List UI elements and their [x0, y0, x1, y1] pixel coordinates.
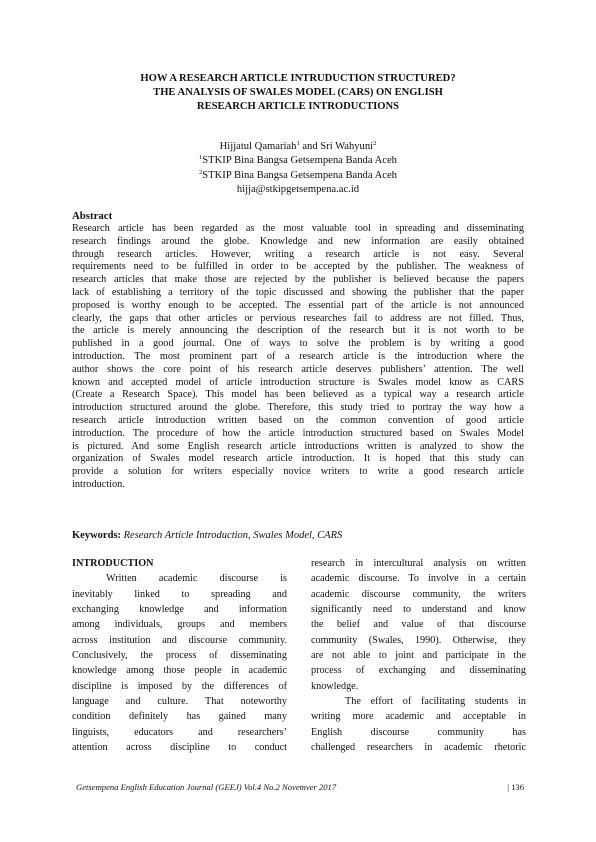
- author-email: hijja@stkipgetsempena.ac.id: [236, 184, 360, 196]
- footer-journal-name: Getsempena English Education Journal (GEEJ) Vol.4 No.2 Novemver 2017: [76, 782, 337, 792]
- footer-page-number: | 136: [507, 782, 524, 792]
- paragraph-last-line: knowledge.: [311, 680, 359, 692]
- body-line: discipline is imposed by the differences of: [72, 680, 287, 692]
- body-line: community (Swales, 1990). Otherwise, they: [311, 634, 526, 646]
- abstract-line: lack of establishing a territory of the topic discussed and showing the publisher that the paper: [72, 286, 524, 298]
- keywords-label: Keywords:: [72, 530, 121, 541]
- body-column-right: [311, 556, 526, 755]
- body-line: condition definitely has gained many: [72, 711, 287, 723]
- abstract-line: author shows the core point of his research article deserves publishers’ attention. The well: [72, 363, 524, 375]
- abstract-line: through research articles. However, writing a research article is not easy. Several: [72, 248, 524, 260]
- affiliation-1-text: STKIP Bina Bangsa Getsempena Banda Aceh: [202, 155, 397, 167]
- affiliation-2-sup: 2: [199, 168, 203, 176]
- abstract-line: published in a good journal. One of ways to solve the problem is by writing a good: [72, 338, 524, 350]
- author-1-sup: 1: [296, 140, 300, 147]
- keywords-value: Research Article Introduction, Swales Model, CARS: [121, 530, 343, 541]
- abstract-line: clearly, the gaps that other articles or pervious researches fail to address are not filled. Thus,: [72, 312, 524, 324]
- abstract-line: (Create a Research Space). This model has been believed as a typical way a research article: [72, 389, 524, 401]
- body-line: academic discourse. To involve in a certain: [311, 573, 526, 585]
- abstract-line: requirements need to be fulfilled in order to be accepted by the publisher. The weakness of: [72, 261, 524, 273]
- body-line: language and culture. That noteworthy: [72, 696, 287, 708]
- body-column-left: [72, 556, 287, 755]
- author-2-sup: 2: [373, 140, 377, 147]
- abstract-line: introduction. The most prominent part of a research article is the introduction where the: [72, 350, 524, 362]
- paper-title: [72, 72, 524, 115]
- affiliation-2: [72, 169, 524, 183]
- body-line: across institution and discourse community.: [72, 634, 287, 646]
- abstract-line: the article is merely announcing the description of the research but it is not worth to be: [72, 325, 524, 337]
- abstract-heading: Abstract: [72, 210, 113, 222]
- title-line-1: HOW A RESEARCH ARTICLE INTRUDUCTION STRUCTURED?: [140, 73, 456, 84]
- body-line: challenged researchers in academic rhetoric: [311, 742, 526, 754]
- body-line: writing more academic and acceptable in: [311, 711, 526, 723]
- abstract-line: provide a solution for writers especially novice writers to write a good research article: [72, 466, 524, 478]
- body-line: are not able to joint and participate in the: [311, 650, 526, 662]
- abstract-line: known and accepted model of article introduction structure is Swales model know as CARS: [72, 376, 524, 388]
- abstract-line: Research article has been regarded as the most valuable tool in spreading and disseminating: [72, 223, 524, 234]
- body-line: linguists, educators and researchers’: [72, 726, 287, 738]
- body-line: significantly need to understand and know: [311, 604, 526, 616]
- body-line: academic discourse community, the writers: [311, 588, 526, 600]
- abstract-line: research findings around the globe. Knowledge and new information are easily obtained: [72, 235, 524, 247]
- keywords: [72, 529, 342, 542]
- paragraph-first-line: Written academic discourse is: [106, 573, 287, 585]
- abstract-line: proposed is worthy enough to be accepted. The essential part of the article is not announced: [72, 299, 524, 311]
- author-1: Hijjatul Qamariah: [219, 141, 297, 152]
- body-line: exchanging knowledge and information: [72, 604, 287, 616]
- body-line: inevitably linked to spreading and: [72, 588, 287, 600]
- body-line: attention across discipline to conduct: [72, 742, 287, 754]
- abstract-line: introduction. The procedure of how the article introduction structured based on Swales Model: [72, 427, 524, 439]
- abstract-line: research article introduction written based on the common convention of good article: [72, 414, 524, 426]
- author-names: [72, 140, 524, 154]
- body-line: the belief and value of that discourse: [311, 619, 526, 631]
- body-line: process of exchanging and disseminating: [311, 665, 526, 677]
- body-line: research in intercultural analysis on written: [311, 558, 526, 569]
- author-2: and Sri Wahyuni: [299, 141, 374, 152]
- title-line-3: RESEARCH ARTICLE INTRODUCTIONS: [196, 101, 400, 113]
- section-heading-introduction: INTRODUCTION: [72, 558, 154, 569]
- author-block: [72, 140, 524, 198]
- abstract-line: research articles that make those are rejected by the publisher is believed because the papers: [72, 274, 524, 286]
- body-line: knowledge among those people in academic: [72, 665, 287, 677]
- body-line: among individuals, groups and members: [72, 619, 287, 631]
- body-line: Conclusively, the process of disseminating: [72, 650, 287, 662]
- abstract-body: [72, 223, 524, 492]
- body-line: English discourse community has: [311, 726, 526, 738]
- title-line-2: THE ANALYSIS OF SWALES MODEL (CARS) ON ENGLISH: [153, 87, 443, 99]
- abstract-line: introduction structured around the globe. Therefore, this study tried to portray the way how a: [72, 402, 524, 414]
- abstract-line: is pictured. And some English research article introductions written is analyzed to show the: [72, 440, 524, 452]
- affiliation-1: [72, 154, 524, 168]
- abstract-line: organization of Swales model research article introduction. It is hoped that this study can: [72, 453, 524, 465]
- affiliation-1-sup: 1: [199, 154, 203, 162]
- paragraph-first-line: The effort of facilitating students in: [345, 696, 526, 708]
- abstract-last-line: introduction.: [72, 478, 125, 490]
- affiliation-2-text: STKIP Bina Bangsa Getsempena Banda Aceh: [202, 169, 397, 181]
